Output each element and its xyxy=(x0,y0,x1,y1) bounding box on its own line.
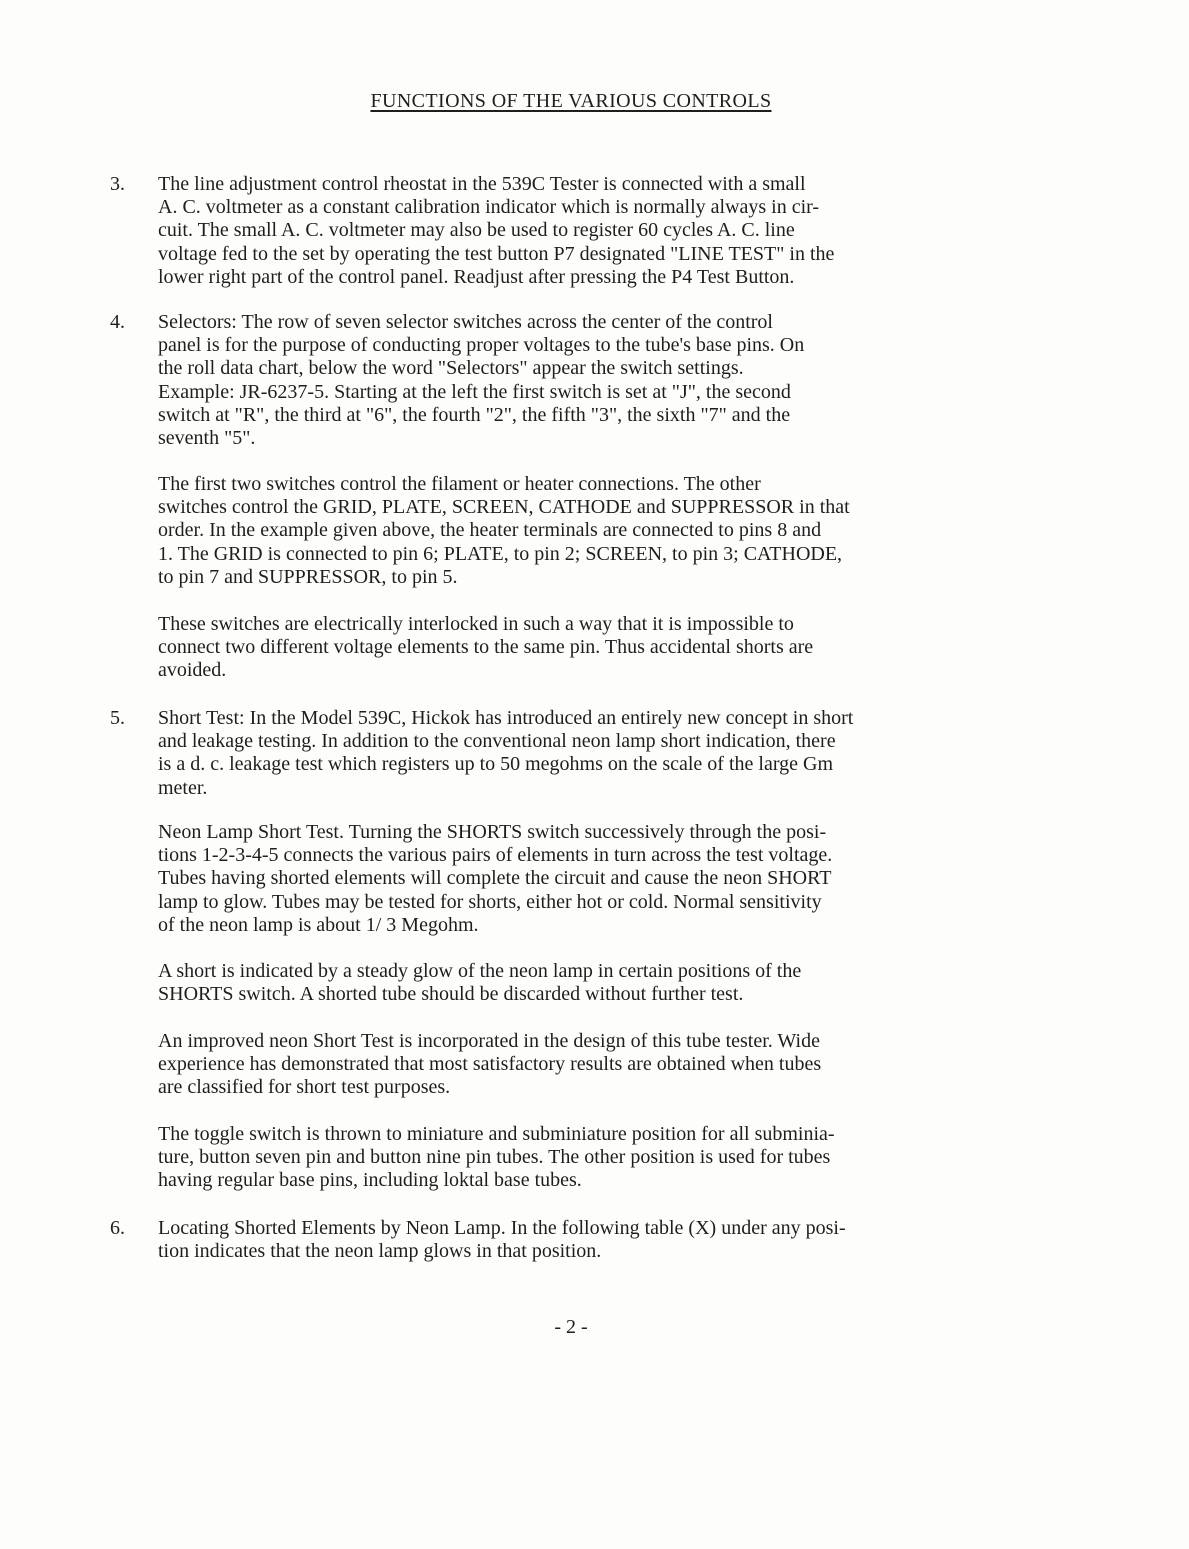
paragraph: An improved neon Short Test is incorporated in the design of this tube tester. Wide experience has demonstrated that most satisfactory results are obtained when tubes are classified for short test purposes. xyxy=(158,1030,822,1099)
item-number: 5. xyxy=(110,707,125,729)
paragraph: Locating Shorted Elements by Neon Lamp. In the following table (X) under any posi- tion indicates that the neon lamp glows in that position. xyxy=(158,1217,846,1263)
paragraph: Neon Lamp Short Test. Turning the SHORTS switch successively through the posi- tions 1-2-3-4-5 connects the various pairs of elements in turn across the test voltage. Tubes having shorted elements will complete the circuit and cause the neon SHORT lamp to glow. Tubes may be tested for shorts, either hot or cold. Normal sensitivity of the neon lamp is about 1/ 3 Megohm. xyxy=(158,821,833,936)
paragraph: These switches are electrically interlocked in such a way that it is impossible to connect two different voltage elements to the same pin. Thus accidental shorts are avoided. xyxy=(158,613,814,682)
page-title: FUNCTIONS OF THE VARIOUS CONTROLS xyxy=(370,90,772,112)
paragraph: Short Test: In the Model 539C, Hickok has introduced an entirely new concept in short and leakage testing. In addition to the conventional neon lamp short indication, there is a d. c. leakage test which registers up to 50 megohms on the scale of the large Gm meter. xyxy=(158,707,854,799)
item-4 xyxy=(110,311,1060,450)
item-number: 6. xyxy=(110,1217,125,1239)
paragraph: The toggle switch is thrown to miniature and subminiature position for all subminia- ture, button seven pin and button nine pin tubes. The other position is used for tubes having regular base pins, including loktal base tubes. xyxy=(158,1123,835,1192)
item-6 xyxy=(110,1217,1060,1263)
page-number: - 2 - xyxy=(554,1316,588,1338)
paragraph: A short is indicated by a steady glow of the neon lamp in certain positions of the SHORTS switch. A shorted tube should be discarded without further test. xyxy=(158,960,802,1006)
item-number: 3. xyxy=(110,173,125,195)
item-number: 4. xyxy=(110,311,125,333)
paragraph: Selectors: The row of seven selector switches across the center of the control panel is for the purpose of conducting proper voltages to the tube's base pins. On the roll data chart, below the word "Selectors" appear the switch settings. Example: JR-6237-5. Starting at the left the first switch is set at "J", the second switch at "R", the third at "6", the fourth "2", the fifth "3", the sixth "7" and the seventh "5". xyxy=(158,311,805,450)
item-5 xyxy=(110,707,1060,800)
paragraph: The line adjustment control rheostat in the 539C Tester is connected with a small A. C. voltmeter as a constant calibration indicator which is normally always in cir- cuit. The small A. C. voltmeter may also be used to register 60 cycles A. C. line voltage fed to the set by operating the test button P7 designated "LINE TEST" in the lower right part of the control panel. Readjust after pressing the P4 Test Button. xyxy=(158,173,835,288)
paragraph: The first two switches control the filament or heater connections. The other switches control the GRID, PLATE, SCREEN, CATHODE and SUPPRESSOR in that order. In the example given above, the heater terminals are connected to pins 8 and 1. The GRID is connected to pin 6; PLATE, to pin 2; SCREEN, to pin 3; CATHODE, to pin 7 and SUPPRESSOR, to pin 5. xyxy=(158,473,850,588)
item-3 xyxy=(110,173,1060,289)
